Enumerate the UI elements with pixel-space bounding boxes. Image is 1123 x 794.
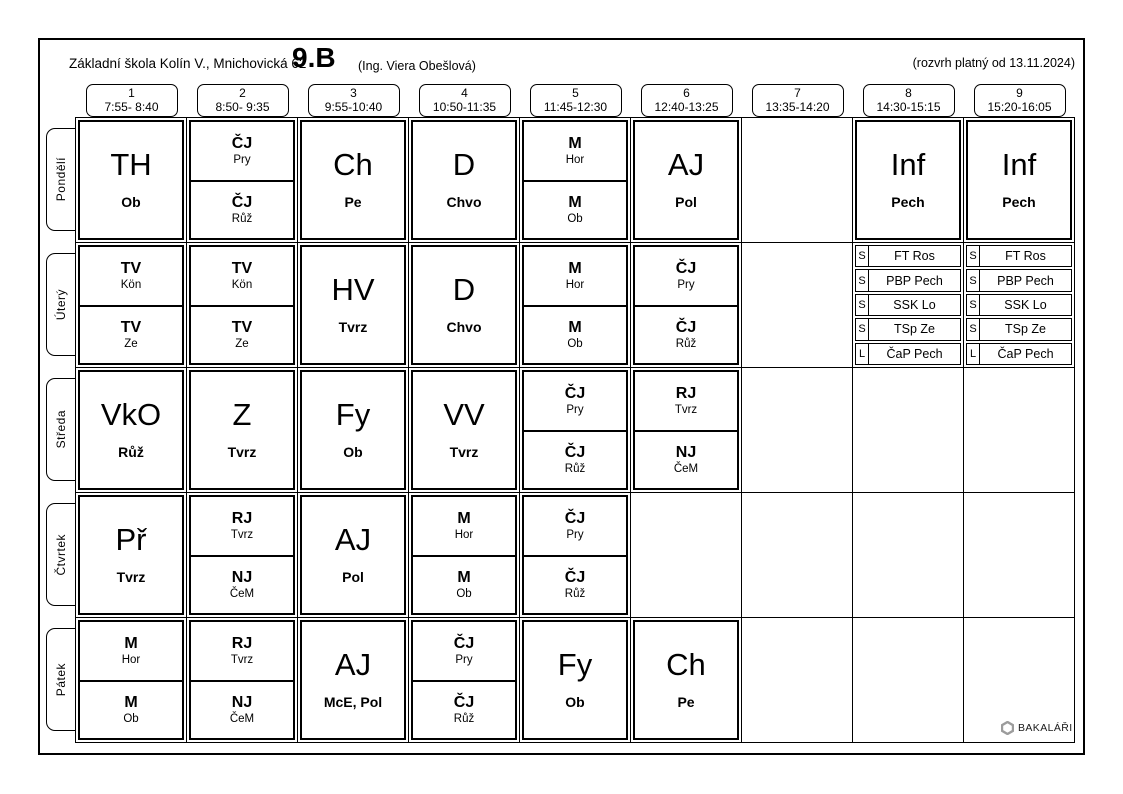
seminar-list [966,245,1072,365]
lesson-box [300,120,406,240]
lesson-box [78,495,184,615]
lesson-subject: ČJ [675,318,697,336]
cell-ctvrtek-p5 [520,493,631,618]
period-time: 7:55- 8:40 [104,100,159,114]
seminar-type-mark: S [856,295,869,315]
seminar-label: TSp Ze [1005,322,1046,337]
cell-pondeli-p7 [742,118,853,243]
period-number: 5 [572,86,579,100]
class-teacher: (Ing. Viera Obešlová) [358,59,476,73]
split-bottom-group [80,305,182,363]
day-tab-label: Pondělí [54,157,68,202]
lesson-subject: NJ [231,568,253,586]
lesson-teacher: Růž [564,587,586,600]
lesson-teacher: Tvrz [674,403,698,416]
lesson-teacher: Tvrz [230,528,254,541]
cell-pondeli-p8 [853,118,964,243]
split-bottom-group [191,180,293,238]
cell-patek-p4 [409,618,520,743]
split-top-group [413,622,515,680]
cell-ctvrtek-p7 [742,493,853,618]
cell-ctvrtek-p2 [187,493,298,618]
cell-ctvrtek-p6 [631,493,742,618]
lesson-box-split [411,620,517,740]
period-time: 15:20-16:05 [987,100,1052,114]
cell-utery-p7 [742,243,853,368]
lesson-box [411,370,517,490]
lesson-box [966,120,1072,240]
lesson-teacher: Hor [454,528,474,541]
lesson-subject: ČJ [453,693,475,711]
lesson-teacher: Ob [567,212,583,225]
period-number: 4 [461,86,468,100]
period-time: 11:45-12:30 [543,100,608,114]
period-time: 8:50- 9:35 [215,100,270,114]
cell-streda-p3 [298,368,409,493]
lesson-box [300,620,406,740]
period-header-3 [308,84,400,117]
seminar-label: ČaP Pech [886,346,943,361]
lesson-teacher: Pol [342,569,364,585]
cell-pondeli-p9 [964,118,1075,243]
split-bottom-group [635,305,737,363]
lesson-subject: TH [110,147,152,182]
split-top-group [80,247,182,305]
lesson-subject: VkO [100,397,162,432]
lesson-box [411,120,517,240]
period-header-7 [752,84,844,117]
split-top-group [191,622,293,680]
lesson-teacher: Tvrz [338,319,368,335]
lesson-subject: Inf [890,147,926,182]
split-top-group [524,247,626,305]
cell-utery-p1 [76,243,187,368]
lesson-subject: M [124,634,138,652]
lesson-box [522,620,628,740]
lesson-teacher: Ze [235,337,249,350]
period-number: 9 [1016,86,1023,100]
lesson-teacher: Tvrz [116,569,146,585]
lesson-teacher: Pech [891,194,925,210]
lesson-subject: M [568,193,582,211]
split-top-group [635,372,737,430]
cell-patek-p6 [631,618,742,743]
seminar-label: FT Ros [1005,249,1046,264]
lesson-teacher: Tvrz [230,653,254,666]
bakalari-logo-label: BAKALÁŘI [1018,722,1073,734]
cell-patek-p8 [853,618,964,743]
lesson-box [633,620,739,740]
cell-streda-p6 [631,368,742,493]
split-top-group [524,372,626,430]
seminar-type-mark: S [967,319,980,339]
lesson-box [300,495,406,615]
day-tab-label: Úterý [54,288,68,321]
lesson-subject: M [457,568,471,586]
lesson-teacher: Růž [453,712,475,725]
split-top-group [635,247,737,305]
day-tab-pondeli [46,128,76,231]
cell-pondeli-p6 [631,118,742,243]
seminar-label: SSK Lo [893,298,936,313]
lesson-teacher: ČeM [673,462,699,475]
lesson-teacher: Pry [566,403,584,416]
cell-ctvrtek-p1 [76,493,187,618]
split-bottom-group [413,680,515,738]
period-header-1 [86,84,178,117]
day-tab-label: Pátek [54,662,68,697]
lesson-subject: ČJ [453,634,475,652]
period-header-9 [974,84,1066,117]
validity-note: (rozvrh platný od 13.11.2024) [912,56,1075,70]
bakalari-gear-icon [1001,721,1014,735]
lesson-teacher: Pry [677,278,695,291]
lesson-subject: ČJ [564,509,586,527]
lesson-teacher: Kön [120,278,142,291]
lesson-box-split [522,245,628,365]
lesson-subject: RJ [231,634,253,652]
lesson-box [300,245,406,365]
cell-ctvrtek-p3 [298,493,409,618]
cell-pondeli-p5 [520,118,631,243]
cell-ctvrtek-p8 [853,493,964,618]
seminar-row [966,343,1072,365]
lesson-teacher: Ob [456,587,472,600]
cell-streda-p9 [964,368,1075,493]
day-tab-patek [46,628,76,731]
cell-utery-p9 [964,243,1075,368]
split-bottom-group [191,680,293,738]
lesson-subject: M [568,259,582,277]
cell-utery-p8 [853,243,964,368]
day-tab-streda [46,378,76,481]
lesson-subject: ČJ [564,443,586,461]
lesson-teacher: McE, Pol [323,694,383,710]
lesson-subject: Fy [557,647,593,682]
lesson-box-split [189,620,295,740]
lesson-subject: Fy [335,397,371,432]
seminar-label: FT Ros [894,249,935,264]
seminar-type-mark: S [967,295,980,315]
lesson-subject: M [124,693,138,711]
seminar-list [855,245,961,365]
lesson-subject: NJ [231,693,253,711]
seminar-row [855,294,961,316]
lesson-teacher: ČeM [229,587,255,600]
lesson-teacher: Růž [564,462,586,475]
seminar-row [966,318,1072,340]
period-number: 3 [350,86,357,100]
period-header-6 [641,84,733,117]
lesson-subject: ČJ [231,193,253,211]
cell-ctvrtek-p4 [409,493,520,618]
lesson-teacher: Růž [118,444,144,460]
seminar-type-mark: S [856,270,869,290]
lesson-subject: AJ [334,522,372,557]
day-tab-label: Čtvrtek [54,533,68,576]
seminar-label: SSK Lo [1004,298,1047,313]
seminar-row [855,245,961,267]
lesson-teacher: Pry [455,653,473,666]
seminar-row [966,245,1072,267]
lesson-box-split [522,495,628,615]
seminar-label: PBP Pech [997,273,1054,288]
seminar-row [966,294,1072,316]
cell-pondeli-p1 [76,118,187,243]
seminar-type-mark: L [856,344,869,364]
seminar-row [855,269,961,291]
lesson-subject: Ch [333,147,373,182]
lesson-box [633,120,739,240]
seminar-label: ČaP Pech [997,346,1054,361]
lesson-teacher: Tvrz [449,444,479,460]
period-header-8 [863,84,955,117]
split-top-group [191,122,293,180]
lesson-subject: NJ [675,443,697,461]
lesson-subject: ČJ [564,568,586,586]
period-header-4 [419,84,511,117]
split-top-group [524,122,626,180]
lesson-subject: ČJ [675,259,697,277]
cell-streda-p2 [187,368,298,493]
lesson-box-split [411,495,517,615]
timetable-grid [75,117,1075,743]
seminar-label: PBP Pech [886,273,943,288]
lesson-box-split [189,495,295,615]
seminar-type-mark: S [856,246,869,266]
lesson-box [411,245,517,365]
lesson-box-split [189,245,295,365]
lesson-subject: D [452,272,476,307]
lesson-subject: RJ [231,509,253,527]
lesson-subject: TV [120,259,142,277]
bakalari-logo [1001,721,1073,735]
lesson-teacher: Ob [123,712,139,725]
lesson-box [855,120,961,240]
lesson-subject: M [457,509,471,527]
day-tab-utery [46,253,76,356]
lesson-subject: HV [331,272,375,307]
lesson-subject: Př [115,522,147,557]
cell-utery-p4 [409,243,520,368]
split-bottom-group [191,555,293,613]
seminar-row [855,318,961,340]
lesson-box-split [522,120,628,240]
lesson-teacher: Pry [566,528,584,541]
period-number: 6 [683,86,690,100]
lesson-teacher: Chvo [446,319,482,335]
seminar-label: TSp Ze [894,322,935,337]
lesson-box [78,120,184,240]
period-number: 1 [128,86,135,100]
lesson-teacher: Ze [124,337,138,350]
split-top-group [413,497,515,555]
lesson-box-split [522,370,628,490]
lesson-teacher: ČeM [229,712,255,725]
lesson-box [78,370,184,490]
split-bottom-group [524,430,626,488]
split-bottom-group [191,305,293,363]
cell-streda-p1 [76,368,187,493]
lesson-teacher: Pol [675,194,697,210]
school-name: Základní škola Kolín V., Mnichovická 62 [69,56,307,71]
lesson-subject: Z [232,397,252,432]
lesson-box-split [633,370,739,490]
period-header-2 [197,84,289,117]
split-bottom-group [413,555,515,613]
cell-pondeli-p4 [409,118,520,243]
cell-patek-p7 [742,618,853,743]
lesson-subject: ČJ [564,384,586,402]
split-bottom-group [524,305,626,363]
lesson-box-split [189,120,295,240]
period-time: 14:30-15:15 [876,100,941,114]
cell-pondeli-p3 [298,118,409,243]
lesson-subject: AJ [334,647,372,682]
period-time: 9:55-10:40 [324,100,383,114]
period-time: 12:40-13:25 [654,100,719,114]
lesson-teacher: Pry [233,153,251,166]
split-bottom-group [524,180,626,238]
lesson-teacher: Hor [121,653,141,666]
cell-pondeli-p2 [187,118,298,243]
lesson-box [189,370,295,490]
lesson-subject: Inf [1001,147,1037,182]
lesson-teacher: Růž [675,337,697,350]
period-number: 7 [794,86,801,100]
cell-utery-p6 [631,243,742,368]
seminar-type-mark: S [967,246,980,266]
split-top-group [191,247,293,305]
cell-streda-p7 [742,368,853,493]
split-bottom-group [80,680,182,738]
split-top-group [524,497,626,555]
lesson-subject: TV [231,259,253,277]
cell-patek-p5 [520,618,631,743]
lesson-teacher: Ob [343,444,363,460]
split-bottom-group [635,430,737,488]
lesson-teacher: Tvrz [227,444,257,460]
lesson-subject: TV [231,318,253,336]
lesson-box-split [633,245,739,365]
lesson-teacher: Hor [565,153,585,166]
cell-patek-p2 [187,618,298,743]
period-number: 8 [905,86,912,100]
split-top-group [191,497,293,555]
lesson-teacher: Ob [567,337,583,350]
lesson-teacher: Kön [231,278,253,291]
period-number: 2 [239,86,246,100]
lesson-teacher: Pech [1002,194,1036,210]
lesson-subject: RJ [675,384,697,402]
lesson-subject: Ch [666,647,706,682]
lesson-teacher: Hor [565,278,585,291]
lesson-box-split [78,245,184,365]
split-top-group [80,622,182,680]
split-bottom-group [524,555,626,613]
lesson-teacher: Růž [231,212,253,225]
lesson-teacher: Ob [565,694,585,710]
lesson-box [300,370,406,490]
seminar-type-mark: S [967,270,980,290]
seminar-row [855,343,961,365]
seminar-type-mark: L [967,344,980,364]
cell-utery-p5 [520,243,631,368]
lesson-subject: M [568,134,582,152]
period-time: 13:35-14:20 [765,100,830,114]
lesson-teacher: Pe [677,694,695,710]
lesson-subject: AJ [667,147,705,182]
day-tab-ctvrtek [46,503,76,606]
cell-streda-p5 [520,368,631,493]
cell-utery-p2 [187,243,298,368]
lesson-box-split [78,620,184,740]
cell-patek-p3 [298,618,409,743]
lesson-teacher: Pe [344,194,362,210]
cell-utery-p3 [298,243,409,368]
cell-streda-p4 [409,368,520,493]
seminar-row [966,269,1072,291]
seminar-type-mark: S [856,319,869,339]
lesson-subject: TV [120,318,142,336]
lesson-teacher: Chvo [446,194,482,210]
cell-ctvrtek-p9 [964,493,1075,618]
cell-streda-p8 [853,368,964,493]
cell-patek-p1 [76,618,187,743]
period-time: 10:50-11:35 [432,100,497,114]
lesson-subject: D [452,147,476,182]
period-header-5 [530,84,622,117]
lesson-teacher: Ob [121,194,141,210]
lesson-subject: ČJ [231,134,253,152]
lesson-subject: VV [443,397,485,432]
lesson-subject: M [568,318,582,336]
class-title: 9.B [292,42,336,73]
day-tab-label: Středa [54,410,68,449]
